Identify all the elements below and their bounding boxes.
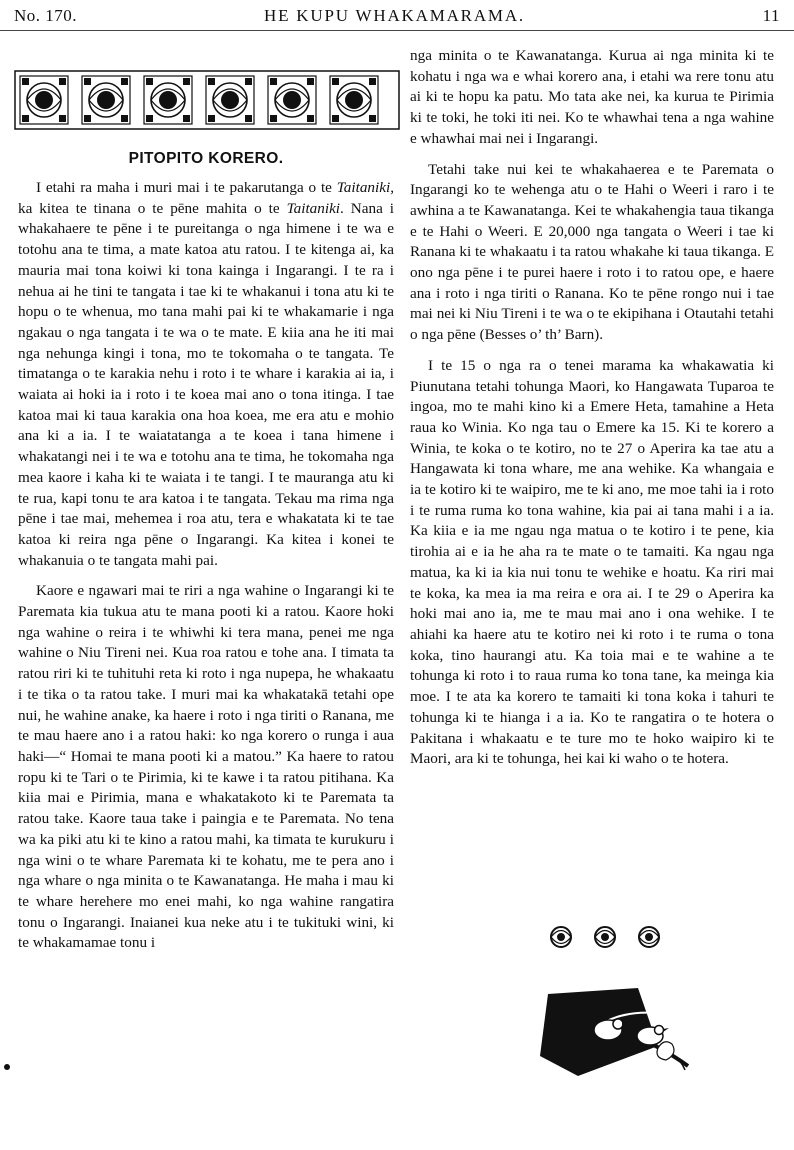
publication-title: HE KUPU WHAKAMARAMA. <box>264 6 525 25</box>
floral-border-icon <box>14 70 400 130</box>
article-paragraph: I te 15 o nga ra o tenei marama ka whakawatia ki Piunutana tetahi tohunga Maori, ko Hangawata Tuparoa te ingoa, mo te mahi kino ki a Emere Heta, tamahine a Heta raua ko Winia. Ko nga tau o Emere ka 15. Ki te korero a Winia, te koka o te kotiro, no te 27 o Aperira ka tae atu a Hangawata ki tona whare, me ana wehike. Ka whangaia e ia te kotiro ki te waipiro, me te ki ano, me moe tahi ia i roto i te ruma ruma ko tona wahine, kia pai ai tana mahi i a ia. Ka kiia e ia me ngau nga matua o te kotiro i te pene, kia tirohia ai e ia he aha ra te mate o te tamaiti. Ka ngau nga matua, ka ki ia kia nui tonu te wehike e hoatu. Ka riri mai te koka, ka mea ia ma reira e ora ai. I te 29 o Aperira ka hoki mai ano ia, me te mau mai ano i ona wehike. I te ahiahi ka haere atu te kotiro nei ki roto i te ruma o tona koka, tino haurangi atu. Ka toia mai e te wahine a te tohunga ki roto i to raua ruma ko tona tane, ka meinga kia moe. I te ata ka korero te tamaiti ki tona koka i tahuri te tohunga ki te hianga i a ia. Ko te rangatira o te hotera o Pakitana i whakaatu e te ture mo te hoko waipiro ki te Maori, ara ki te tohunga, hei kai ki waho o te hotera. <box>410 356 774 768</box>
left-column <box>18 178 394 964</box>
issue-number: No. 170. <box>14 6 78 25</box>
right-column <box>410 46 774 780</box>
birds-on-branch-vignette-icon <box>538 986 698 1086</box>
edge-ink-mark <box>4 1064 10 1070</box>
article-paragraph: nga minita o te Kawanatanga. Kurua ai nga minita ki te kohatu i nga wa e whai korero ana, i etahi wa rere tonu atu ai ki te hopu ka patu. Mo tata ake nei, ka kurua te Pirimia ki te toki, he toki iti nei. Ko te whawhai tena a nga wahine e whawhai mai nei i Ingarangi. <box>410 47 774 147</box>
flower-ornament-icon <box>548 924 688 950</box>
page-number: 11 <box>762 6 780 25</box>
article-paragraph: Kaore e ngawari mai te riri a nga wahine o Ingarangi ki te Paremata kia tukua atu te mana pooti ki a ratou. Kaore hoki nga wahine o reira i te whiwhi ki tera mana, penei me nga wahine o Niu Tireni nei. Kua roa ratou e tohe ana. I timata ta ratou riri ki te tuhituhi reta ki roto i nga nupepa, he whakaatu i te tika o ta ratou take. I muri mai ka whakatakā tetahi ope nui, he wahine anake, ka haere i roto i nga tiriti o Ranana, me te mau haere ano i a ratou haki: ko nga korero o runga i aua haki—“ Homai te mana pooti ki a matou.” Ka haere to ratou ropu ki te Tari o te Pirimia, ki te kawe i ta ratou pitihana. Ka kiia mai e Pirimia, mana e whakatakoto ki te Paremata ta ratou take. Kaore taua take i paingia e te Paremata. No tena wa ka piki atu ki te kino a ratou mahi, ka timata te kurukuru i nga wini o te whare Paremata ki te kohatu, me te pera ano i nga whare o nga minita o te Kawanatanga. He maha i mau ki te whare herehere mo enei mahi, ko nga wahine rangatira tonu o Ingarangi. Inaianei kua neke atu i te tukituki wini, ki te whakamamae tonu i <box>18 582 394 952</box>
page-header <box>14 6 780 28</box>
article-paragraph: Tetahi take nui kei te whakahaerea e te Paremata o Ingarangi ko te wehenga atu o te Hahi o Weeri i raro i te awhina a te Kawanatanga. Kei te whakahengia taua tikanga e te Hahi o Weeri. E 20,000 nga tangata o Weeri i tae ki Ranana ki te whakaatu i ta ratou whakahe ki taua tikanga. E ono nga pēne i te purei haere i roto i to ratou ope, e haere ana i roto i nga tiriti o Ranana. Ko te pēne rongo nui i tae mai nei ki Niu Tireni i te wa o te ekipihana i Otautahi tetahi o nga pēne (Besses o’ th’ Barn). <box>410 160 774 344</box>
section-title: PITOPITO KORERO. <box>128 150 284 167</box>
article-paragraph: I etahi ra maha i muri mai i te pakarutanga o te Taitaniki, ka kitea te tinana o te pēne mahita o te Taitaniki. Nana i whakahaere te pēne i te pureitanga o nga himene i te wa e totohu ana te tima, a mate katoa atu ratou. I te kitenga ai, ka mauria mai tona koiwi ki tona kainga i Ingarangi. I te ra i nehua ai he tini te tangata i tae ki te whakanui i tona atu ki te hopu o te whenua, mo tana mahi pai ki te whakamarie i nga ngakau o nga tangata i te wa o te mate. E kiia ana he iti mai nga nehunga kingi i tona, mo te tokomaha o te tangata. Te timatanga o te karakia nehu i roto i te whare i karakia ai ia, i waiata ai hoki ia i roto i te koea mai ano o tona itinga. I tae katoa mai ki taua karakia ona hoa koea, me era atu e mohio ana ki a ia. I te waiatatanga a te koea i tana himene i whakatangi nei i te wa e totohu ana te tima, he tokomaha nga mea kaore i kaha ki te waiata i te tangi. I te mauranga atu ki te rua, kapi tonu te ara katoa i te tangata. Tekau ma rima nga pēne i tae mai, mehemea i roa atu, tera e whakatata ki te tae katoa ki reira nga pēne o Ingarangi. Ka kitea i konei te whakanuia o te tangata mahi pai. <box>18 179 395 569</box>
header-divider <box>0 30 794 31</box>
